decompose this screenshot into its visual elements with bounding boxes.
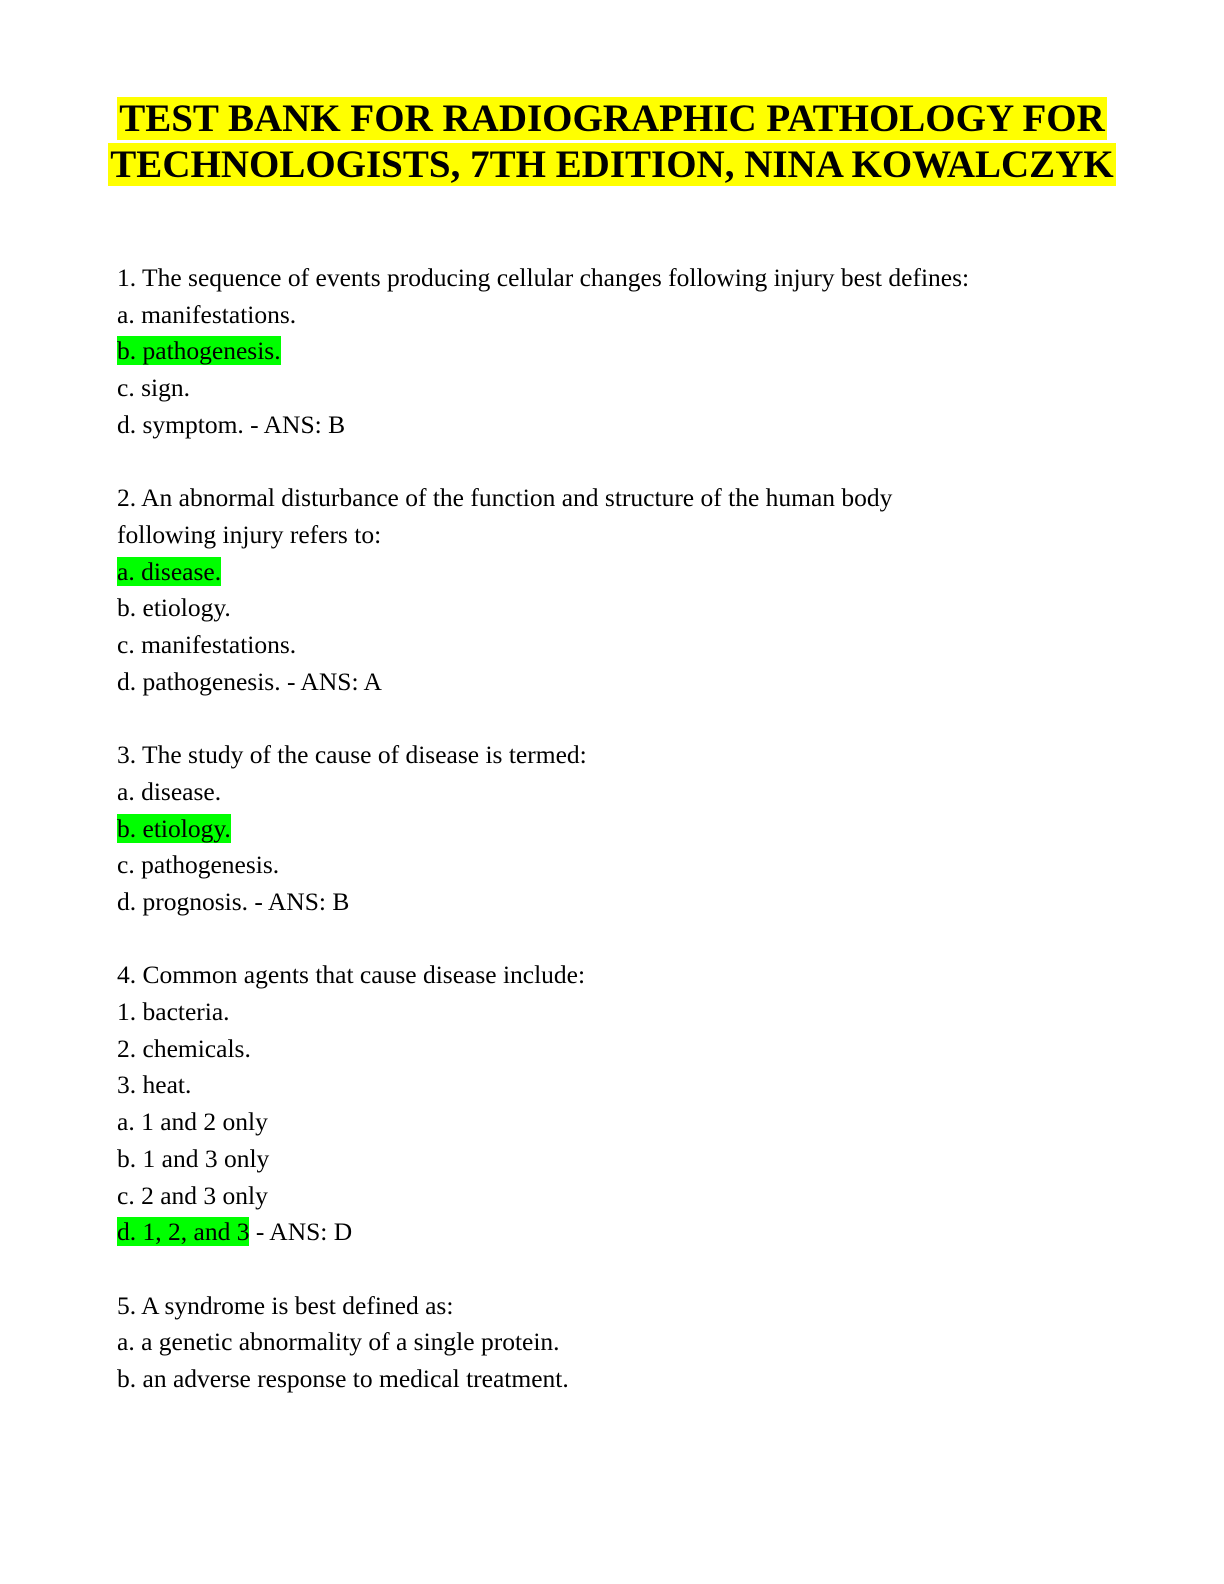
answer-option: d. pathogenesis. - ANS: A <box>117 666 382 696</box>
answer-option-correct <box>117 811 1077 848</box>
question-1 <box>117 260 1077 444</box>
document-title <box>100 96 1124 188</box>
answer-option: a. disease. <box>117 776 222 806</box>
question-stem: 4. Common agents that cause disease include: <box>117 960 586 990</box>
answer-option: a. a genetic abnormality of a single protein. <box>117 1327 560 1357</box>
agent-item: 2. chemicals. <box>117 1033 251 1063</box>
question-4 <box>117 957 1077 1251</box>
answer-option: a. manifestations. <box>117 299 297 329</box>
question-stem: 3. The study of the cause of disease is termed: <box>117 740 587 770</box>
answer-option: c. 2 and 3 only <box>117 1180 268 1210</box>
answer-option: c. pathogenesis. <box>117 850 280 880</box>
answer-option-correct <box>117 333 1077 370</box>
title-highlight: TEST BANK FOR RADIOGRAPHIC PATHOLOGY FOR TECHNOLOGISTS, 7TH EDITION, NINA KOWALCZYK <box>110 97 1114 186</box>
question-2 <box>117 480 1077 700</box>
question-stem: 2. An abnormal disturbance of the function and structure of the human body following injury refers to: <box>117 483 893 549</box>
agent-item: 3. heat. <box>117 1070 192 1100</box>
question-5 <box>117 1288 1077 1398</box>
answer-option: a. 1 and 2 only <box>117 1107 268 1137</box>
question-list <box>117 260 1077 1434</box>
correct-answer-highlight: b. pathogenesis. <box>117 336 281 366</box>
agent-item: 1. bacteria. <box>117 997 230 1027</box>
answer-option: b. 1 and 3 only <box>117 1143 270 1173</box>
question-stem: 5. A syndrome is best defined as: <box>117 1290 454 1320</box>
answer-option: b. etiology. <box>117 593 231 623</box>
answer-key: - ANS: D <box>249 1217 353 1247</box>
answer-option: b. an adverse response to medical treatment. <box>117 1364 569 1394</box>
answer-option: d. symptom. - ANS: B <box>117 409 346 439</box>
correct-answer-highlight: b. etiology. <box>117 813 231 843</box>
answer-option-correct <box>117 554 1077 591</box>
correct-answer-highlight: a. disease. <box>117 556 222 586</box>
answer-option-correct <box>117 1214 1077 1251</box>
answer-option: d. prognosis. - ANS: B <box>117 886 350 916</box>
answer-option: c. sign. <box>117 373 190 403</box>
question-stem: 1. The sequence of events producing cellular changes following injury best defines: <box>117 263 970 292</box>
correct-answer-highlight: d. 1, 2, and 3 <box>117 1217 250 1247</box>
answer-option: c. manifestations. <box>117 630 297 660</box>
question-3 <box>117 737 1077 921</box>
